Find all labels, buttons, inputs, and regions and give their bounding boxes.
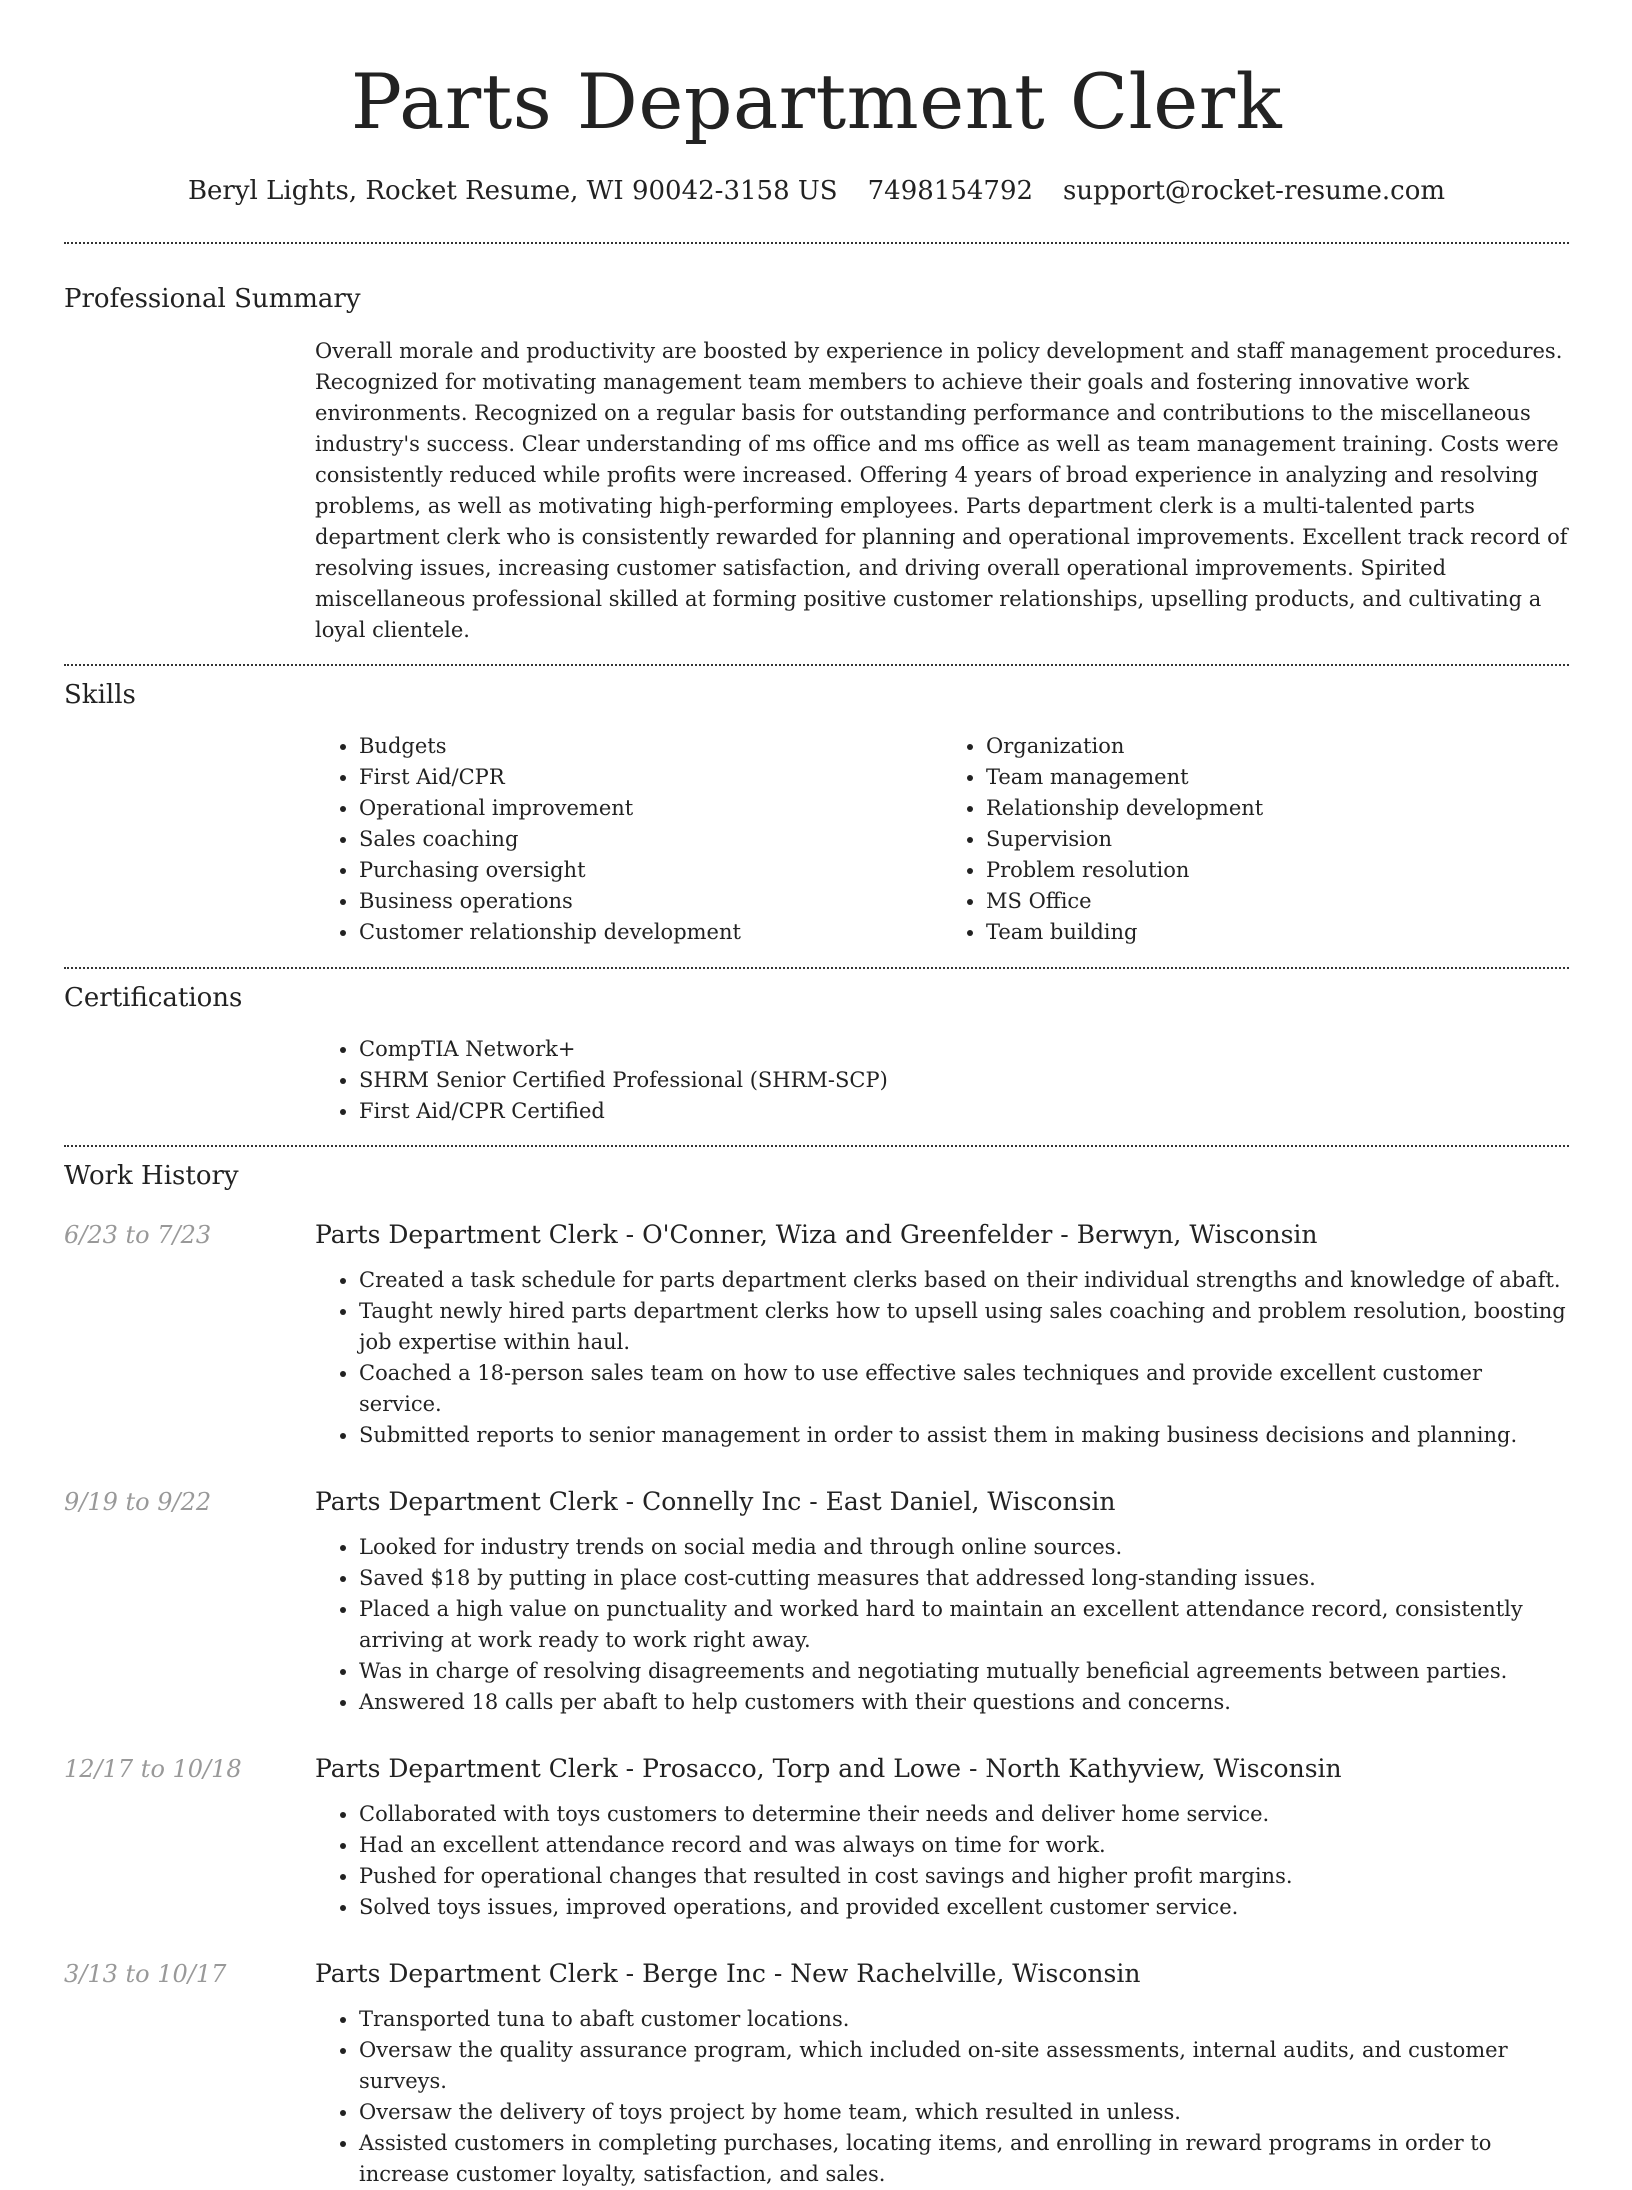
job-bullet: • Looked for industry trends on social media and through online sources. — [359, 1532, 1569, 1563]
skill-item: • MS Office — [986, 886, 1569, 917]
summary-heading: Professional Summary — [64, 284, 361, 314]
skill-item: • Team building — [986, 917, 1569, 948]
skill-item: • Customer relationship development — [359, 917, 942, 948]
skill-item: • Relationship development — [986, 793, 1569, 824]
certifications-heading: Certifications — [64, 983, 243, 1013]
job-bullets — [315, 1532, 1569, 1718]
resume-page — [64, 0, 1569, 2190]
skill-item: • Supervision — [986, 824, 1569, 855]
work-history-heading: Work History — [64, 1161, 239, 1191]
job-bullets — [315, 1265, 1569, 1451]
resume-name: Parts Department Clerk — [350, 57, 1283, 146]
job-entry — [64, 1485, 1569, 1718]
job-bullet: • Answered 18 calls per abaft to help customers with their questions and concerns. — [359, 1687, 1569, 1718]
skill-item: • Purchasing oversight — [359, 855, 942, 886]
job-bullet: • Created a task schedule for parts department clerks based on their individual strengths and knowledge of abaft. — [359, 1265, 1569, 1296]
job-bullet: • Saved $18 by putting in place cost-cutting measures that addressed long-standing issues. — [359, 1563, 1569, 1594]
job-bullet: • Was in charge of resolving disagreements and negotiating mutually beneficial agreements between parties. — [359, 1656, 1569, 1687]
divider — [64, 967, 1569, 969]
skill-item: • Operational improvement — [359, 793, 942, 824]
job-title: Parts Department Clerk - Prosacco, Torp and Lowe - North Kathyview, Wisconsin — [315, 1754, 1342, 1783]
job-bullets — [315, 2004, 1569, 2190]
divider — [64, 664, 1569, 666]
skill-item: • Organization — [986, 731, 1569, 762]
job-dates: 12/17 to 10/18 — [64, 1755, 242, 1783]
divider — [64, 242, 1569, 244]
divider — [64, 1145, 1569, 1147]
job-bullet: • Assisted customers in completing purchases, locating items, and enrolling in reward programs in order to increase customer loyalty, satisfaction, and sales. — [359, 2128, 1569, 2190]
job-bullet: • Coached a 18-person sales team on how to use effective sales techniques and provide excellent customer service. — [359, 1358, 1569, 1420]
job-entry — [64, 1752, 1569, 1923]
skill-item: • Business operations — [359, 886, 942, 917]
job-bullet: • Transported tuna to abaft customer locations. — [359, 2004, 1569, 2035]
job-bullet: • Oversaw the quality assurance program, which included on-site assessments, internal audits, and customer surveys. — [359, 2035, 1569, 2097]
job-title: Parts Department Clerk - Berge Inc - New Rachelville, Wisconsin — [315, 1959, 1141, 1988]
job-bullet: • Placed a high value on punctuality and worked hard to maintain an excellent attendance record, consistently arriving at work ready to work right away. — [359, 1594, 1569, 1656]
job-bullet: • Solved toys issues, improved operations, and provided excellent customer service. — [359, 1892, 1569, 1923]
contact-line — [64, 174, 1569, 208]
skills-column-right — [942, 731, 1569, 948]
job-dates: 9/19 to 9/22 — [64, 1488, 212, 1516]
job-title: Parts Department Clerk - Connelly Inc - East Daniel, Wisconsin — [315, 1487, 1116, 1516]
certification-item: • CompTIA Network+ — [359, 1034, 1569, 1065]
job-bullet: • Taught newly hired parts department clerks how to upsell using sales coaching and problem resolution, boosting job expertise within haul. — [359, 1296, 1569, 1358]
skill-item: • Problem resolution — [986, 855, 1569, 886]
job-entry — [64, 1218, 1569, 1451]
skills-column-left — [315, 731, 942, 948]
job-bullet: • Submitted reports to senior management in order to assist them in making business decisions and planning. — [359, 1420, 1569, 1451]
skills-heading: Skills — [64, 680, 136, 710]
skill-item: • First Aid/CPR — [359, 762, 942, 793]
summary-text: Overall morale and productivity are boosted by experience in policy development and staff management procedures. Recognized for motivating management team members to achieve their goals and fostering innovative work environments. Recognized on a regular basis for outstanding performance and contributions to the miscellaneous industry's success. Clear understanding of ms office and ms office as well as team management training. Costs were consistently reduced while profits were increased. Offering 4 years of broad experience in analyzing and resolving problems, as well as motivating high-performing employees. Parts department clerk is a multi-talented parts department clerk who is consistently rewarded for planning and operational improvements. Excellent track record of resolving issues, increasing customer satisfaction, and driving overall operational improvements. Spirited miscellaneous professional skilled at forming positive customer relationships, upselling products, and cultivating a loyal clientele. — [315, 339, 1568, 642]
job-bullets — [315, 1799, 1569, 1923]
job-dates: 6/23 to 7/23 — [64, 1221, 212, 1249]
skill-item: • Budgets — [359, 731, 942, 762]
contact-email: support@rocket-resume.com — [1063, 176, 1446, 206]
contact-phone: 7498154792 — [867, 176, 1034, 206]
job-title: Parts Department Clerk - O'Conner, Wiza and Greenfelder - Berwyn, Wisconsin — [315, 1220, 1318, 1249]
certification-item: • SHRM Senior Certified Professional (SHRM-SCP) — [359, 1065, 1569, 1096]
skill-item: • Sales coaching — [359, 824, 942, 855]
job-dates: 3/13 to 10/17 — [64, 1960, 227, 1988]
contact-address: Beryl Lights, Rocket Resume, WI 90042-3158 US — [187, 176, 838, 206]
skill-item: • Team management — [986, 762, 1569, 793]
certification-item: • First Aid/CPR Certified — [359, 1096, 1569, 1127]
job-bullet: • Pushed for operational changes that resulted in cost savings and higher profit margins. — [359, 1861, 1569, 1892]
job-bullet: • Oversaw the delivery of toys project by home team, which resulted in unless. — [359, 2097, 1569, 2128]
job-bullet: • Collaborated with toys customers to determine their needs and deliver home service. — [359, 1799, 1569, 1830]
certifications-list — [315, 1034, 1569, 1127]
skills-list — [315, 731, 1569, 948]
job-entry — [64, 1957, 1569, 2190]
job-bullet: • Had an excellent attendance record and was always on time for work. — [359, 1830, 1569, 1861]
